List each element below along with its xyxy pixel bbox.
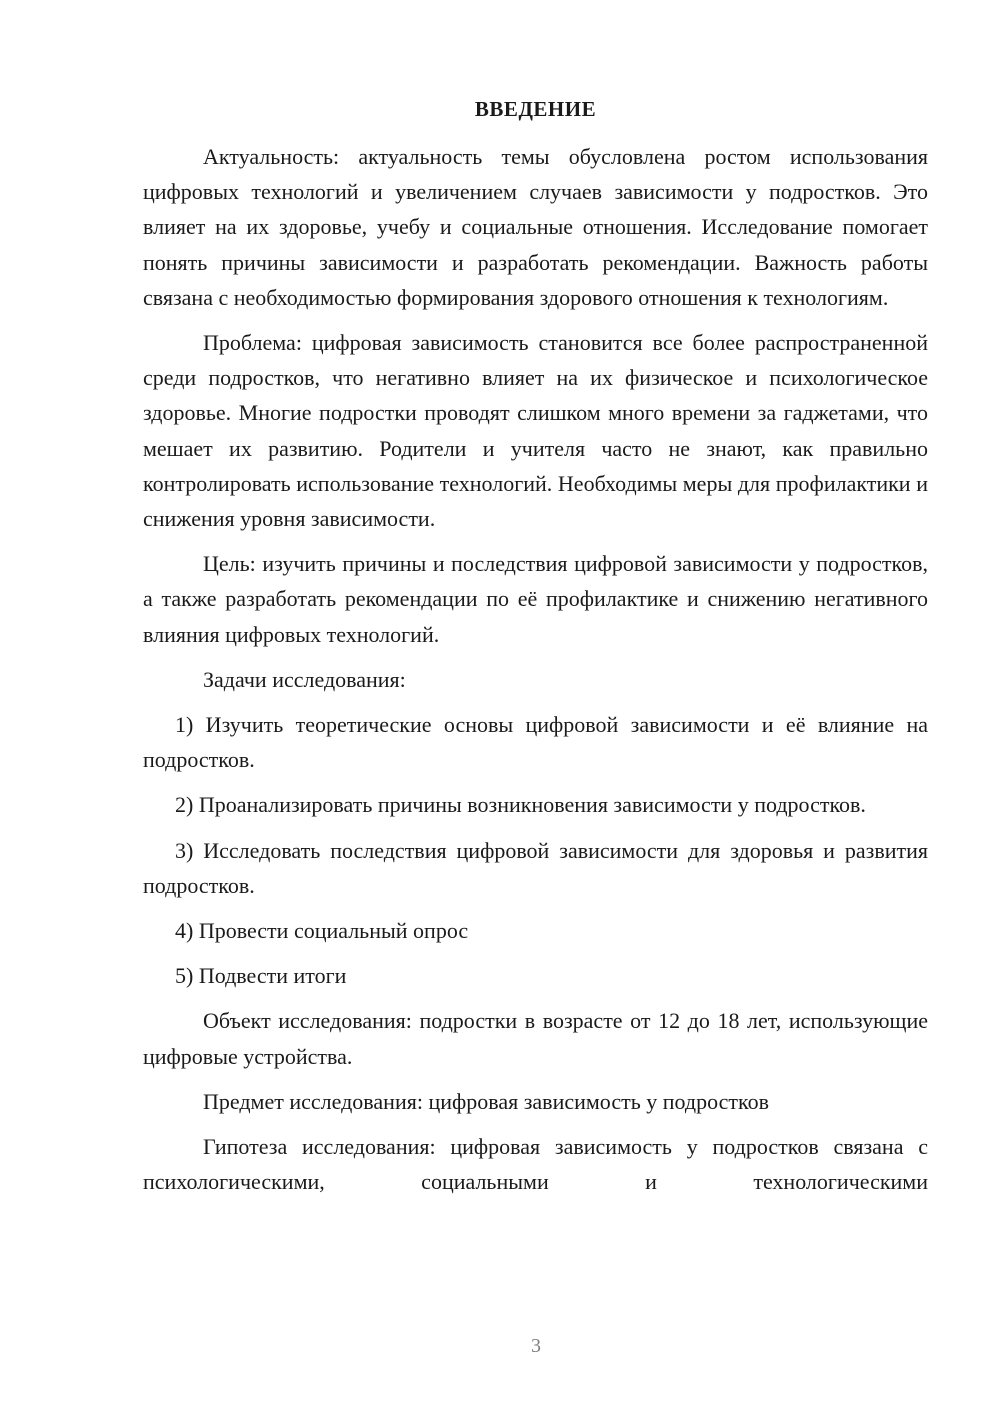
task-item-2: 2) Проанализировать причины возникновения зависимости у подростков. (175, 792, 866, 818)
task-item-4: 4) Провести социальный опрос (175, 918, 469, 944)
hypothesis-paragraph: Гипотеза исследования: цифровая зависимость у подростков связана с психологическими, социальными и технологическими (143, 1134, 928, 1195)
relevance-paragraph: Актуальность: актуальность темы обусловлена ростом использования цифровых технологий и увеличением случаев зависимости у подростков. Это влияет на их здоровье, учебу и социальные отношения. Исследование помогает понять причины зависимости и разработать рекомендации. Важность работы связана с необходимостью формирования здорового отношения к технологиям. (143, 144, 928, 310)
subject-paragraph: Предмет исследования: цифровая зависимость у подростков (203, 1088, 769, 1114)
task-item-5: 5) Подвести итоги (175, 963, 347, 989)
object-paragraph: Объект исследования: подростки в возрасте от 12 до 18 лет, использующие цифровые устройства. (143, 1008, 928, 1069)
problem-paragraph: Проблема: цифровая зависимость становится все более распространенной среди подростков, что негативно влияет на их физическое и психологическое здоровье. Многие подростки проводят слишком много времени за гаджетами, что мешает их развитию. Родители и учителя часто не знают, как правильно контролировать использование технологий. Необходимы меры для профилактики и снижения уровня зависимости. (143, 330, 928, 532)
tasks-title: Задачи исследования: (203, 666, 406, 692)
page-number: 3 (531, 1335, 541, 1357)
task-item-1: 1) Изучить теоретические основы цифровой зависимости и её влияние на подростков. (143, 712, 928, 773)
task-item-3: 3) Исследовать последствия цифровой зависимости для здоровья и развития подростков. (143, 837, 928, 898)
page-content (143, 94, 928, 1199)
goal-paragraph: Цель: изучить причины и последствия цифровой зависимости у подростков, а также разработать рекомендации по её профилактике и снижению негативного влияния цифровых технологий. (143, 551, 928, 647)
section-heading: ВВЕДЕНИЕ (474, 97, 597, 121)
